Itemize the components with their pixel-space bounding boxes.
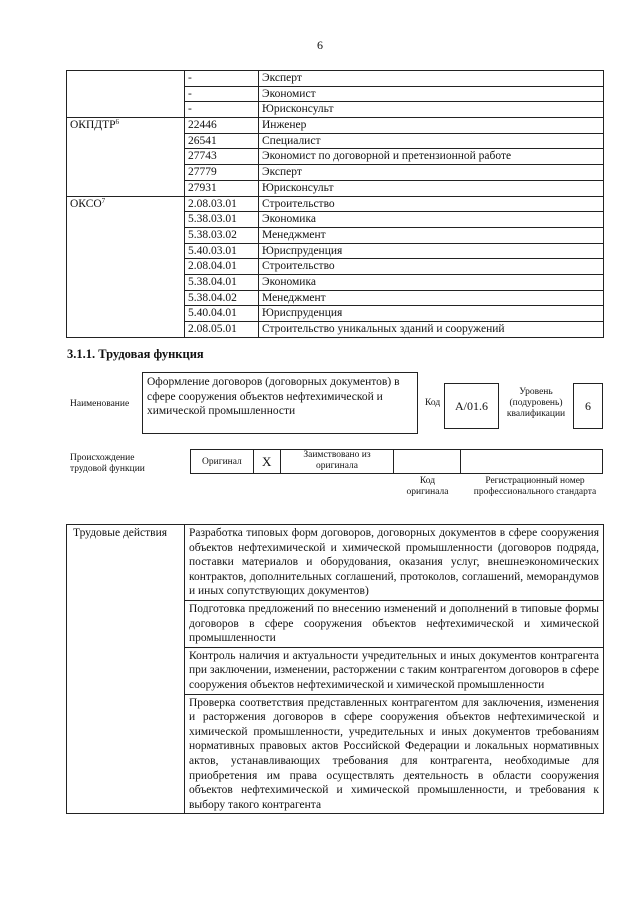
classifier-name: Юриспруденция	[259, 243, 604, 259]
original-mark: Х	[262, 454, 272, 469]
classifier-code: 2.08.04.01	[185, 259, 259, 275]
classifier-code: -	[185, 86, 259, 102]
section-heading: 3.1.1. Трудовая функция	[67, 347, 204, 361]
classifier-code: 27931	[185, 180, 259, 196]
classifier-code: 5.38.04.02	[185, 290, 259, 306]
classifier-code: 27779	[185, 165, 259, 181]
classifier-name: Строительство	[259, 259, 604, 275]
action-item: Разработка типовых форм договоров, договорных документов в сфере сооружения объектов нефтехимической и химической промышленности (договоров подряда, поставки материалов и оборудования, оказания услуг, внешнеэкономических контрактов, дополнительных соглашений, протоколов, соглашений, меморандумов и иных сопутствующих документов)	[185, 525, 604, 601]
classifier-group-name: ОКПДТР	[70, 119, 116, 132]
classifier-code: 27743	[185, 149, 259, 165]
classifier-code: 5.38.04.01	[185, 274, 259, 290]
classifier-code: 2.08.03.01	[185, 196, 259, 212]
name-label: Наименование	[70, 399, 130, 409]
code-original-caption: Код оригинала	[406, 476, 449, 497]
classifier-group	[67, 71, 185, 118]
classifier-group-name: ОКСО	[70, 197, 102, 210]
footnote-ref: 6	[115, 118, 120, 127]
classifier-name: Экономика	[259, 212, 604, 228]
footnote-ref: 7	[101, 196, 106, 205]
classifier-name: Эксперт	[259, 165, 604, 181]
classifier-group	[67, 196, 185, 337]
classifier-code: 5.38.03.01	[185, 212, 259, 228]
classifier-name: Экономист по договорной и претензионной работе	[259, 149, 604, 165]
classifier-name: Менеджмент	[259, 227, 604, 243]
classifier-code: 26541	[185, 133, 259, 149]
classifier-name: Специалист	[259, 133, 604, 149]
classifier-group	[67, 118, 185, 196]
origin-label: Происхождение трудовой функции	[70, 453, 145, 474]
classifier-name: Юриспруденция	[259, 306, 604, 322]
classifier-code: 2.08.05.01	[185, 322, 259, 338]
page-number: 6	[317, 38, 323, 52]
classifier-name: Инженер	[259, 118, 604, 134]
reg-number-caption: Регистрационный номер профессионального стандарта	[473, 476, 597, 497]
classifier-name: Строительство уникальных зданий и сооружений	[259, 322, 604, 338]
function-name: Оформление договоров (договорных документов) в сфере сооружения объектов нефтехимической и химической промышленности	[142, 372, 418, 434]
classifier-code: 5.40.03.01	[185, 243, 259, 259]
function-code: А/01.6	[444, 383, 499, 429]
original-label: Оригинал	[202, 457, 242, 467]
classifier-name: Экономика	[259, 274, 604, 290]
classifier-name: Эксперт	[259, 71, 604, 87]
classifier-name: Юрисконсульт	[259, 102, 604, 118]
classifier-name: Строительство	[259, 196, 604, 212]
level-label: Уровень (подуровень) квалификации	[506, 387, 566, 419]
classifier-code: -	[185, 71, 259, 87]
action-item: Проверка соответствия представленных контрагентом для заключения, изменения и расторжения договоров в сфере сооружения объектов нефтехимической и химической промышленности, учредительных и иных документов требованиям нормативных правовых актов Российской Федерации и локальных нормативных актов, устанавливающих требования для контрагента, необходимые для приобретения им права осуществлять деятельность в области сооружения объектов нефтехимической и химической промышленности, и требования к выбору такого контрагента	[185, 694, 604, 814]
code-label: Код	[425, 398, 441, 408]
borrowed-label: Заимствовано из оригинала	[303, 450, 371, 471]
classifier-row	[67, 118, 604, 134]
actions-table	[66, 524, 604, 814]
action-row	[67, 525, 604, 601]
classifier-code: 5.38.03.02	[185, 227, 259, 243]
origin-row	[190, 449, 603, 474]
action-item: Подготовка предложений по внесению изменений и дополнений в типовые формы договоров в сфере сооружения объектов нефтехимической и химической промышленности	[185, 600, 604, 647]
classifier-code: 22446	[185, 118, 259, 134]
classifier-name: Юрисконсульт	[259, 180, 604, 196]
classifier-row	[67, 196, 604, 212]
classifier-row	[67, 71, 604, 87]
classifier-table	[66, 70, 604, 338]
classifier-name: Менеджмент	[259, 290, 604, 306]
qualification-level: 6	[573, 383, 603, 429]
action-item: Контроль наличия и актуальности учредительных и иных документов контрагента при заключении, изменении, расторжении с таким контрагентом договоров в сфере сооружения объектов нефтехимической и химической промышленности	[185, 647, 604, 694]
classifier-name: Экономист	[259, 86, 604, 102]
classifier-code: -	[185, 102, 259, 118]
classifier-code: 5.40.04.01	[185, 306, 259, 322]
actions-label: Трудовые действия	[67, 525, 185, 814]
